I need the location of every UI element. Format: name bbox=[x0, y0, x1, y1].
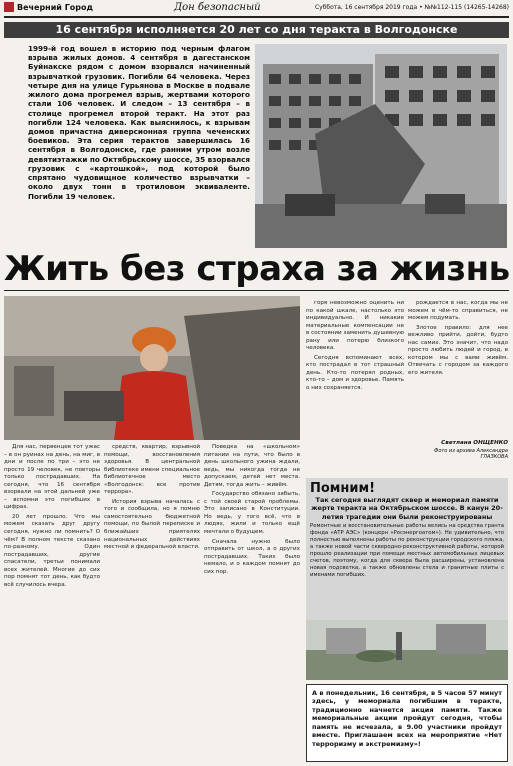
remember-title: Помним! bbox=[310, 481, 376, 496]
rescue-worker-photo bbox=[4, 296, 300, 440]
page-header bbox=[4, 2, 509, 18]
article-paragraph: Для нас, первенцев тот ужас – в он руинах на день, на миг, в дни и после по три – это не просто 19 человек, не повторы только пострадавших. На сегодня, что 16 сентября взорвали на этой дальней уже – вспомни это погибших в цифрах. bbox=[4, 444, 100, 511]
article-column-4 bbox=[306, 300, 404, 472]
article-paragraph: Сначала нужно было отправить от школ, а о других пострадавших. Таких было немало, и о каждом помнят до сих пор. bbox=[204, 538, 300, 575]
article-column-2 bbox=[104, 444, 200, 762]
lead-paragraph: 1999-й год вошел в историю под черным флагом взрыва жилых домов. 4 сентября в дагестанском Буйнакске рядом с домом взорвался начиненный взрывчаткой грузовик. Погибли 64 человека. Через четыре дня на улице Гурьянова в Москве в подвале жилого дома прогремел взрыв, жертвами которого стали 106 человек. И следом – 13 сентября – в столице прогремел второй теракт. На этот раз погибли 124 человека. Как выяснилось, к взрывам домов причастна диверсионная группа чеченских боевиков. Эта серия терактов завершилась 16 сентября в Волгодонске, где ранним утром возле девятиэтажки по Октябрьскому шоссе, 35 взорвался грузовик с «картошкой», под которой было спрятано чудовищное количество взрывчатки – около двух тонн в тротиловом эквиваленте. Погибли 19 человек. bbox=[28, 44, 250, 201]
issue-meta: Суббота, 16 сентября 2019 года • №№112-115 (14265-14268) bbox=[314, 4, 509, 11]
main-headline: Жить без страха за жизнь bbox=[4, 249, 510, 289]
article-paragraph: рождается в нас, когда мы не можем в чём-то справиться, не можем подумать. bbox=[408, 300, 508, 322]
article-column-1 bbox=[4, 444, 100, 762]
article-paragraph: 20 лет прошло. Что мы можем сказать друг другу сегодня, нужно ли помнить? О чём? В полном тексте сказано по-разному. Один пострадавших, другие спасатели, третьи понимали всех жителей. Многие до сих пор помнят тот день, как будто всё случилось вчера. bbox=[4, 513, 100, 588]
article-paragraph: средств, квартир, взрывной помощи, восстановления здоровья. В центральной библиотеке имени специальное библиотечное место «Волгодонск: все против террора». bbox=[104, 444, 200, 496]
article-paragraph: горя невозможно оценить ни по какой шкале, настолько это индивидуально. И никакие материальные компенсации не в состоянии заменить душевную рану или потерю близкого человека. bbox=[306, 300, 404, 352]
destroyed-building-photo bbox=[255, 44, 507, 248]
article-paragraph: История взрыва началась с того и сообщила, но я помню самостоятельно бюджетной помощи, по былой переписке и ближайших приятелях национальных действиях местной и федеральной власти. bbox=[104, 498, 200, 551]
article-paragraph: Поведка на «школьном» питании на пути, что было в день школьного ужина ждали, ведь, мы никогда тогда не допускаем, детей нет места. Детям, тогда жить – живём. bbox=[204, 444, 300, 488]
article-column-5 bbox=[408, 300, 508, 472]
author-signature: Светлана ОНЩЕНКО bbox=[441, 440, 508, 446]
article-paragraph: Государство обязано забыть, с той своей старой проблемы. Это записано в Конституции. Но ведь, у того всё, что в людях, жили и только ещё мечтали о будущем. bbox=[204, 491, 300, 536]
article-paragraph: Сегодня вспоминают всех, кто пострадал в тот страшный день. Кто-то потерял родных, кто-то – дом и здоровье. Память о них сохраняется. bbox=[306, 354, 404, 392]
memorial-photo bbox=[306, 620, 508, 680]
divider-rule bbox=[4, 290, 509, 291]
logo-text: Вечерний Город bbox=[17, 2, 93, 12]
remember-body: Ремонтные и восстановительные работы велись на средства гранта фонда «АТР АЭС» (концерн «Росэнергоатом»). Не удивительно, что полностью выполнены работы по реконструкции городского пляжа, а также новой части скверодно-реконструктивной работы, которой прошло реализации при помощи местных автомобильных лицевых счетов, поэтому, когда для сквера была расширены, установлена новая подсветка, а также обновлены стела и гранитные плиты с именами погибших. bbox=[310, 523, 504, 579]
remember-subtitle: Так сегодня выглядят сквер и мемориал памяти жертв теракта на Октябрьском шоссе. В канун 20-летия трагедии они были реконструированы bbox=[311, 496, 503, 521]
article-column-3 bbox=[204, 444, 300, 762]
photo-credit: Фото из архива Александра ГЛАЗКОВА bbox=[434, 448, 508, 460]
newspaper-logo bbox=[4, 2, 93, 12]
section-title: Дон безопасный bbox=[174, 2, 261, 13]
article-paragraph: Злотое правило: для нее вежливо прийти, дойти, будто нас самих. Это значит, что надо просто любить людей и город, в котором мы с вами живём. Отвечать с городом за каждого его жителя. bbox=[408, 324, 508, 376]
memorial-notice: А в понедельник, 16 сентября, в 5 часов 57 минут здесь, у мемориала погибшим в теракте, традиционно начнется акция памяти. Также мемориальные акции пройдут сегодня, чтобы память не исчезала, в 9.00 участники пройдут вместе. Приглашаем всех на мероприятие «Нет терроризму и экстремизму»! bbox=[306, 684, 508, 762]
logo-mark-icon bbox=[4, 2, 14, 12]
headline-banner: 16 сентября исполняется 20 лет со дня теракта в Волгодонске bbox=[4, 22, 509, 38]
